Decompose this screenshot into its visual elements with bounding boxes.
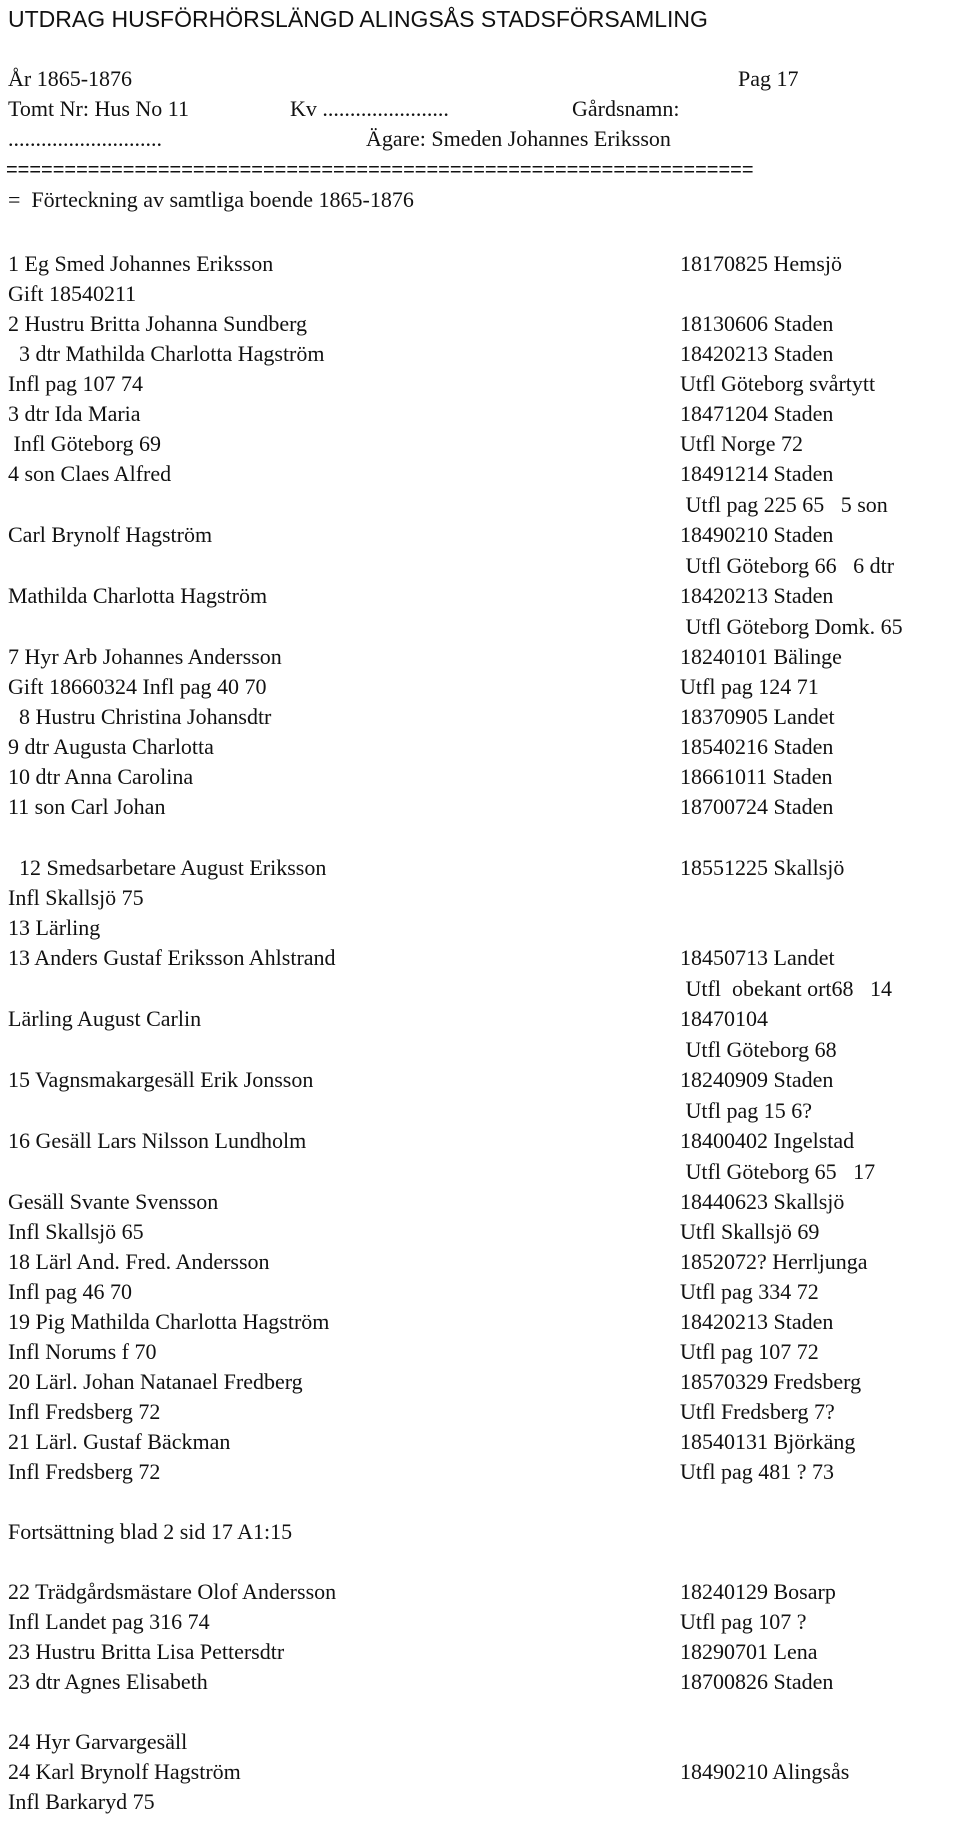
entry-left: 13 Lärling: [8, 915, 101, 940]
list-item: [0, 672, 960, 702]
entry-right: 18240909 Staden: [680, 1067, 834, 1092]
list-item: [0, 309, 960, 339]
entry-right: Utfl Norge 72: [680, 431, 804, 456]
entry-left: Infl Landet pag 316 74: [8, 1609, 210, 1634]
entry-left: 9 dtr Augusta Charlotta: [8, 734, 214, 759]
list-item: [0, 581, 960, 611]
entry-left: 15 Vagnsmakargesäll Erik Jonsson: [8, 1067, 314, 1092]
entry-right: 18450713 Landet: [680, 945, 835, 970]
list-item: [0, 1065, 960, 1095]
entry-right: 18471204 Staden: [680, 401, 834, 426]
owner-dots: ............................: [8, 126, 162, 151]
forteckning-text: = Förteckning av samtliga boende 1865-1876: [8, 187, 414, 212]
entry-left: 16 Gesäll Lars Nilsson Lundholm: [8, 1128, 307, 1153]
list-item: [0, 1157, 960, 1187]
entry-right: 18440623 Skallsjö: [680, 1189, 845, 1214]
entry-left: 3 dtr Ida Maria: [8, 401, 141, 426]
entry-right: 18490210 Alingsås: [680, 1759, 850, 1784]
list-item: [0, 1517, 960, 1547]
list-item: [0, 1757, 960, 1787]
list-item: [0, 1457, 960, 1487]
list-item: [0, 1004, 960, 1034]
title-text: UTDRAG HUSFÖRHÖRSLÄNGD ALINGSÅS STADSFÖRSAMLING: [8, 6, 708, 32]
entry-right: Utfl Skallsjö 69: [680, 1219, 820, 1244]
entry-right: 18661011 Staden: [680, 764, 833, 789]
entry-right: 18700826 Staden: [680, 1669, 834, 1694]
list-item: [0, 1035, 960, 1065]
list-item: [0, 399, 960, 429]
list-item: [0, 520, 960, 550]
list-item: [0, 1337, 960, 1367]
year-range: År 1865-1876: [8, 66, 133, 91]
entry-right: 18240129 Bosarp: [680, 1579, 836, 1604]
entry-left: 24 Karl Brynolf Hagström: [8, 1759, 241, 1784]
entry-left: 21 Lärl. Gustaf Bäckman: [8, 1429, 231, 1454]
list-item: [0, 1637, 960, 1667]
entry-left: 13 Anders Gustaf Eriksson Ahlstrand: [8, 945, 336, 970]
list-item: [0, 702, 960, 732]
list-item: [0, 551, 960, 581]
entry-right: 18491214 Staden: [680, 461, 834, 486]
entry-right: Utfl Göteborg 66 6 dtr: [680, 553, 895, 578]
list-item: [0, 1247, 960, 1277]
entry-left: Infl Skallsjö 65: [8, 1219, 144, 1244]
entry-right: 18420213 Staden: [680, 583, 834, 608]
list-item: [0, 732, 960, 762]
entry-left: 1 Eg Smed Johannes Eriksson: [8, 251, 274, 276]
entry-left: 20 Lärl. Johan Natanael Fredberg: [8, 1369, 303, 1394]
entry-left: Gift 18660324 Infl pag 40 70: [8, 674, 267, 699]
list-item: [0, 429, 960, 459]
year-line: [0, 64, 960, 94]
entry-right: 18290701 Lena: [680, 1639, 818, 1664]
owner-line: [0, 124, 960, 154]
list-item: [0, 1217, 960, 1247]
separator-line: [0, 155, 958, 185]
list-item: [0, 1367, 960, 1397]
entry-left: 12 Smedsarbetare August Eriksson: [8, 855, 327, 880]
entry-left: Mathilda Charlotta Hagström: [8, 583, 268, 608]
entry-left: 11 son Carl Johan: [8, 794, 166, 819]
list-item: [0, 1427, 960, 1457]
list-item: [0, 459, 960, 489]
list-item: [0, 762, 960, 792]
entry-left: Infl Barkaryd 75: [8, 1789, 155, 1814]
entry-right: Utfl Fredsberg 7?: [680, 1399, 835, 1424]
list-item: [0, 1727, 960, 1757]
entry-left: 7 Hyr Arb Johannes Andersson: [8, 644, 282, 669]
entry-left: 24 Hyr Garvargesäll: [8, 1729, 188, 1754]
page-number: Pag 17: [738, 66, 799, 91]
entry-left: 3 dtr Mathilda Charlotta Hagström: [8, 341, 325, 366]
entry-right: 18470104: [680, 1006, 768, 1031]
list-item: [0, 339, 960, 369]
entry-right: 18570329 Fredsberg: [680, 1369, 862, 1394]
entry-right: Utfl Göteborg svårtytt: [680, 371, 876, 396]
list-item: [0, 642, 960, 672]
entry-left: Gesäll Svante Svensson: [8, 1189, 219, 1214]
entry-right: Utfl Göteborg 68: [680, 1037, 837, 1062]
entry-right: Utfl pag 107 72: [680, 1339, 819, 1364]
list-item: [0, 792, 960, 822]
list-item: [0, 853, 960, 883]
entry-left: Fortsättning blad 2 sid 17 A1:15: [8, 1519, 293, 1544]
entry-right: Utfl Göteborg Domk. 65: [680, 614, 903, 639]
entry-left: Gift 18540211: [8, 281, 137, 306]
list-item: [0, 1126, 960, 1156]
list-item: [0, 490, 960, 520]
list-item: [0, 1397, 960, 1427]
entry-right: 18540131 Björkäng: [680, 1429, 856, 1454]
entry-left: Infl Fredsberg 72: [8, 1459, 161, 1484]
list-item: [0, 974, 960, 1004]
owner-name: Ägare: Smeden Johannes Eriksson: [366, 126, 671, 151]
list-item: [0, 1096, 960, 1126]
entry-left: 4 son Claes Alfred: [8, 461, 172, 486]
entry-right: 18540216 Staden: [680, 734, 834, 759]
list-item: [0, 612, 960, 642]
entry-left: 18 Lärl And. Fred. Andersson: [8, 1249, 270, 1274]
separator-text: ================================================================: [6, 159, 754, 181]
tomt-line: [0, 94, 960, 124]
list-item: [0, 1667, 960, 1697]
entry-left: 22 Trädgårdsmästare Olof Andersson: [8, 1579, 337, 1604]
entry-left: 2 Hustru Britta Johanna Sundberg: [8, 311, 308, 336]
list-item: [0, 1307, 960, 1337]
forteckning-line: [0, 185, 960, 215]
entry-right: Utfl pag 124 71: [680, 674, 819, 699]
list-item: [0, 1787, 960, 1817]
entry-right: Utfl pag 225 65 5 son: [680, 492, 888, 517]
kvarter: Kv .......................: [290, 96, 449, 121]
list-item: [0, 369, 960, 399]
entry-left: Infl Norums f 70: [8, 1339, 157, 1364]
entry-right: 18170825 Hemsjö: [680, 251, 842, 276]
entry-left: Infl pag 107 74: [8, 371, 144, 396]
list-item: [0, 1607, 960, 1637]
entry-right: 18400402 Ingelstad: [680, 1128, 855, 1153]
entry-left: Carl Brynolf Hagström: [8, 522, 213, 547]
entry-left: Infl Fredsberg 72: [8, 1399, 161, 1424]
entry-left: 23 dtr Agnes Elisabeth: [8, 1669, 208, 1694]
entry-right: 18420213 Staden: [680, 1309, 834, 1334]
entry-left: 19 Pig Mathilda Charlotta Hagström: [8, 1309, 330, 1334]
entry-left: 23 Hustru Britta Lisa Pettersdtr: [8, 1639, 285, 1664]
list-item: [0, 883, 960, 913]
entry-right: Utfl pag 334 72: [680, 1279, 819, 1304]
entry-right: 18370905 Landet: [680, 704, 835, 729]
list-item: [0, 1577, 960, 1607]
entry-right: Utfl pag 15 6?: [680, 1098, 812, 1123]
entry-left: Infl pag 46 70: [8, 1279, 133, 1304]
entry-right: 18551225 Skallsjö: [680, 855, 845, 880]
entry-left: 10 dtr Anna Carolina: [8, 764, 194, 789]
entry-right: 18130606 Staden: [680, 311, 834, 336]
list-item: [0, 249, 960, 279]
list-item: [0, 943, 960, 973]
entry-left: Lärling August Carlin: [8, 1006, 202, 1031]
entry-right: 1852072? Herrljunga: [680, 1249, 868, 1274]
entry-left: Infl Göteborg 69: [8, 431, 161, 456]
entry-right: Utfl Göteborg 65 17: [680, 1159, 876, 1184]
list-item: [0, 1277, 960, 1307]
entry-right: Utfl pag 107 ?: [680, 1609, 807, 1634]
entry-left: 8 Hustru Christina Johansdtr: [8, 704, 272, 729]
entry-right: Utfl pag 481 ? 73: [680, 1459, 834, 1484]
list-item: [0, 913, 960, 943]
gardsnamn-label: Gårdsnamn:: [572, 96, 680, 121]
entry-right: 18490210 Staden: [680, 522, 834, 547]
entry-left: Infl Skallsjö 75: [8, 885, 144, 910]
list-item: [0, 1187, 960, 1217]
entry-right: 18240101 Bälinge: [680, 644, 842, 669]
list-item: [0, 279, 960, 309]
entry-right: 18420213 Staden: [680, 341, 834, 366]
tomt-number: Tomt Nr: Hus No 11: [8, 96, 189, 121]
entry-right: Utfl obekant ort68 14: [680, 976, 893, 1001]
document-title: [0, 4, 960, 34]
entry-right: 18700724 Staden: [680, 794, 834, 819]
